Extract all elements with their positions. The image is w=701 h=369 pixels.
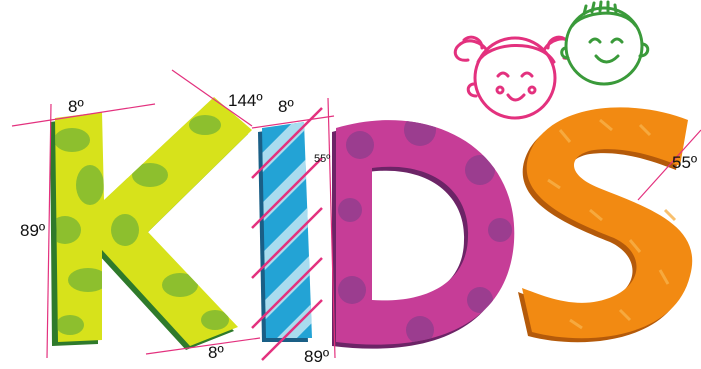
- angle-label-k-top: 8º: [68, 97, 84, 116]
- angle-label-i-bottom: 89º: [304, 347, 330, 366]
- girl-face-icon: [455, 37, 577, 118]
- letter-s-body: [522, 107, 692, 338]
- angle-label-k-corner: 144º: [228, 91, 263, 110]
- angle-label-k-left: 89º: [20, 221, 46, 240]
- angle-label-i-stripes: 55º: [314, 153, 331, 165]
- angle-label-i-top: 8º: [278, 97, 294, 116]
- guide-k-left: [47, 104, 51, 358]
- letter-k: [49, 97, 252, 350]
- letter-d: [332, 114, 514, 349]
- angle-label-s-right: 55º: [672, 153, 698, 172]
- angle-label-k-bottom: 8º: [208, 343, 224, 362]
- boy-face-icon: [562, 2, 648, 84]
- letter-s: [518, 107, 692, 342]
